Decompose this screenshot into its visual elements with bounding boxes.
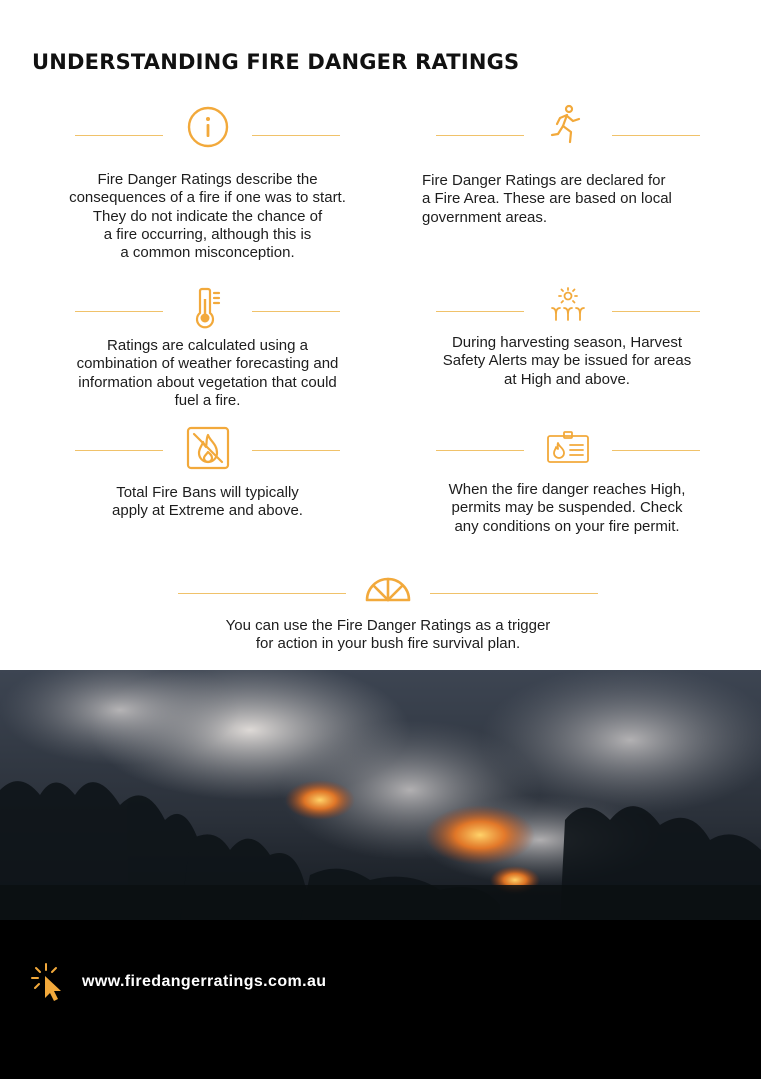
divider-rule: [436, 311, 524, 312]
item-text-1: [422, 172, 713, 227]
text-line: During harvesting season, Harvest: [451, 334, 683, 351]
text-line: When the fire danger reaches High,: [448, 481, 686, 498]
bushfire-forest-photo: [0, 670, 761, 922]
text-line: combination of weather forecasting and: [76, 355, 339, 373]
divider-rule: [252, 450, 340, 451]
divider-rule: [75, 135, 163, 136]
footer-bar: [0, 920, 761, 1079]
divider-rule: [436, 135, 524, 136]
item-text-6: [180, 617, 596, 654]
cursor-click-icon: [30, 962, 66, 1002]
gauge-icon: [364, 574, 412, 604]
divider-rule: [75, 450, 163, 451]
text-line: any conditions on your fire permit.: [454, 517, 680, 535]
divider-rule: [252, 311, 340, 312]
text-line: Fire Danger Ratings are declared for: [422, 172, 666, 189]
info-icon: [186, 105, 230, 149]
bushfire-photo-graphic: [0, 670, 761, 922]
text-line: government areas.: [422, 208, 548, 226]
divider-rule: [430, 593, 598, 594]
text-line: You can use the Fire Danger Ratings as a trigger: [225, 617, 551, 634]
text-line: apply at Extreme and above.: [112, 502, 303, 520]
running-person-icon: [546, 104, 590, 148]
text-line: Total Fire Bans will typically: [116, 484, 299, 501]
item-text-4: [40, 484, 375, 521]
divider-rule: [612, 311, 700, 312]
item-text-3: [418, 334, 716, 389]
item-text-2: [40, 337, 375, 410]
divider-rule: [252, 135, 340, 136]
page-title: UNDERSTANDING FIRE DANGER RATINGS: [32, 50, 520, 74]
text-line: at High and above.: [504, 370, 630, 388]
divider-rule: [612, 135, 700, 136]
item-text-0: [40, 171, 375, 262]
no-fire-icon: [186, 426, 230, 470]
text-line: Safety Alerts may be issued for areas: [442, 352, 692, 370]
text-line: They do not indicate the chance of: [92, 207, 323, 225]
text-line: Ratings are calculated using a: [107, 337, 308, 354]
text-line: a Fire Area. These are based on local: [422, 190, 672, 208]
text-line: a fire occurring, although this is: [103, 225, 312, 243]
text-line: for action in your bush fire survival plan.: [255, 635, 521, 653]
divider-rule: [178, 593, 346, 594]
text-line: consequences of a fire if one was to start.: [69, 189, 346, 207]
divider-rule: [75, 311, 163, 312]
divider-rule: [436, 450, 524, 451]
text-line: information about vegetation that could: [78, 373, 337, 391]
text-line: Fire Danger Ratings describe the: [97, 171, 318, 188]
text-line: fuel a fire.: [174, 391, 241, 409]
thermometer-icon: [186, 285, 230, 329]
sun-crops-icon: [546, 286, 590, 330]
item-text-5: [418, 481, 716, 536]
fire-permit-icon: [546, 428, 590, 472]
website-link[interactable]: www.firedangerratings.com.au: [82, 973, 327, 990]
divider-rule: [612, 450, 700, 451]
text-line: a common misconception.: [120, 244, 295, 262]
text-line: permits may be suspended. Check: [451, 499, 683, 517]
